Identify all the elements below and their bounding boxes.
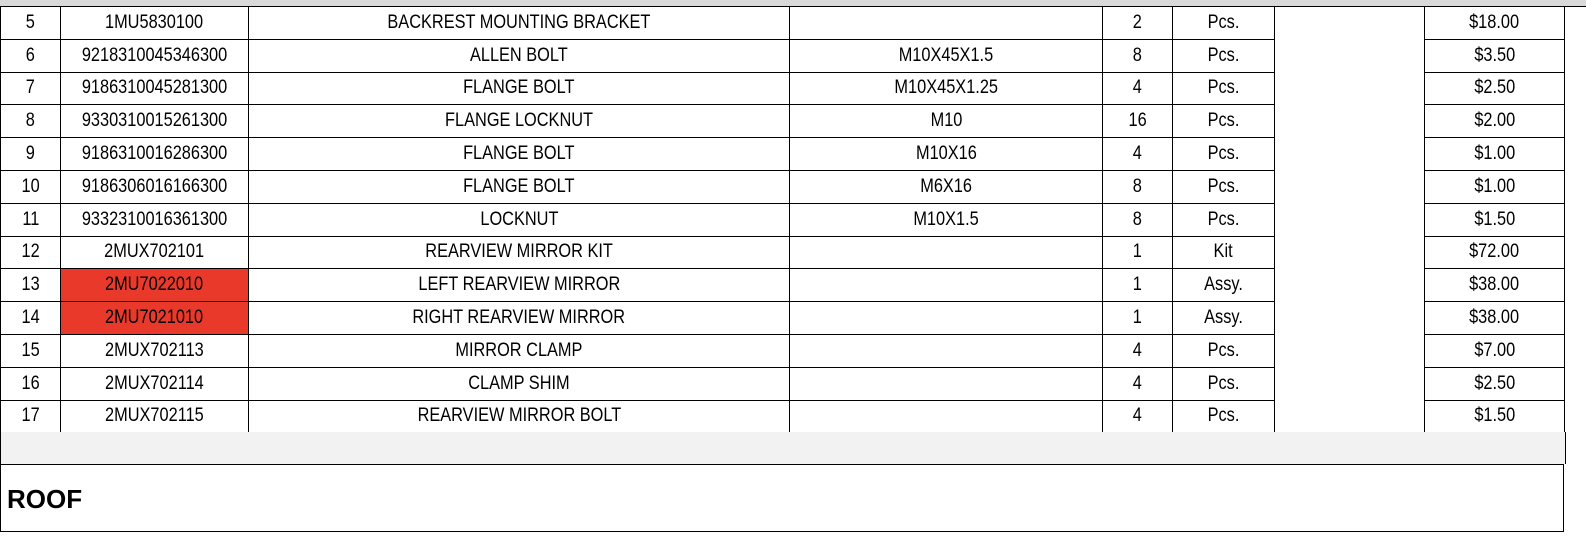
unit-cell xyxy=(1173,170,1275,203)
blank-cell xyxy=(1275,72,1425,105)
item-number-text: 9 xyxy=(25,143,36,165)
blank-cell xyxy=(1275,236,1425,269)
price-cell xyxy=(1425,302,1565,335)
blank-cell xyxy=(1275,170,1425,203)
quantity-cell xyxy=(1103,7,1173,40)
description-cell xyxy=(249,236,790,269)
part-number-text: 2MUX702113 xyxy=(105,339,204,361)
specification-cell xyxy=(790,39,1103,72)
unit-text: Pcs. xyxy=(1207,143,1240,165)
table-row xyxy=(1,367,1565,400)
description-cell xyxy=(249,367,790,400)
part-number-text: 9218310045346300 xyxy=(81,44,228,66)
price-text: $18.00 xyxy=(1469,11,1520,33)
description-text: LOCKNUT xyxy=(479,208,559,230)
description-cell xyxy=(249,39,790,72)
unit-text: Assy. xyxy=(1204,307,1243,329)
item-number-cell xyxy=(1,302,61,335)
part-number-text: 9186310045281300 xyxy=(81,77,228,99)
part-number-cell xyxy=(61,400,249,433)
item-number-cell xyxy=(1,236,61,269)
unit-text: Pcs. xyxy=(1207,339,1240,361)
description-cell xyxy=(249,105,790,138)
section-title: ROOF xyxy=(7,484,83,514)
part-number-text: 2MUX702114 xyxy=(105,372,204,394)
quantity-text: 2 xyxy=(1132,11,1143,33)
price-cell xyxy=(1425,170,1565,203)
specification-cell xyxy=(790,7,1103,40)
price-text: $2.50 xyxy=(1474,372,1515,394)
table-row xyxy=(1,39,1565,72)
description-text: LEFT REARVIEW MIRROR xyxy=(418,274,620,296)
part-number-cell xyxy=(61,7,249,40)
unit-cell xyxy=(1173,7,1275,40)
item-number-text: 6 xyxy=(25,44,36,66)
description-cell xyxy=(249,138,790,171)
item-number-cell xyxy=(1,367,61,400)
unit-cell xyxy=(1173,39,1275,72)
description-cell xyxy=(249,400,790,433)
price-text: $1.50 xyxy=(1474,405,1515,427)
section-header xyxy=(0,464,1564,532)
unit-text: Pcs. xyxy=(1207,372,1240,394)
specification-cell xyxy=(790,334,1103,367)
part-number-cell xyxy=(61,203,249,236)
table-row xyxy=(1,269,1565,302)
price-cell xyxy=(1425,236,1565,269)
item-number-text: 11 xyxy=(22,208,39,230)
blank-cell xyxy=(1275,105,1425,138)
part-number-cell xyxy=(61,72,249,105)
price-cell xyxy=(1425,203,1565,236)
description-cell xyxy=(249,7,790,40)
item-number-text: 5 xyxy=(25,11,36,33)
specification-cell xyxy=(790,367,1103,400)
description-cell xyxy=(249,334,790,367)
quantity-text: 8 xyxy=(1132,208,1143,230)
part-number-text: 2MU7021010 xyxy=(105,307,204,329)
unit-text: Pcs. xyxy=(1207,405,1240,427)
table-row xyxy=(1,72,1565,105)
part-number-cell xyxy=(61,170,249,203)
part-number-text: 1MU5830100 xyxy=(105,11,204,33)
item-number-text: 14 xyxy=(21,307,40,329)
price-text: $1.00 xyxy=(1474,143,1515,165)
description-cell xyxy=(249,72,790,105)
quantity-text: 8 xyxy=(1132,44,1143,66)
blank-cell xyxy=(1275,302,1425,335)
price-text: $1.00 xyxy=(1474,175,1515,197)
specification-text: M10X1.5 xyxy=(913,208,979,230)
unit-cell xyxy=(1173,203,1275,236)
price-cell xyxy=(1425,72,1565,105)
specification-cell xyxy=(790,203,1103,236)
description-cell xyxy=(249,203,790,236)
item-number-cell xyxy=(1,39,61,72)
description-text: RIGHT REARVIEW MIRROR xyxy=(412,307,626,329)
unit-cell xyxy=(1173,138,1275,171)
item-number-cell xyxy=(1,72,61,105)
item-number-cell xyxy=(1,400,61,433)
description-text: MIRROR CLAMP xyxy=(455,339,583,361)
item-number-text: 13 xyxy=(21,274,40,296)
unit-cell xyxy=(1173,236,1275,269)
specification-cell xyxy=(790,302,1103,335)
price-text: $2.00 xyxy=(1474,110,1515,132)
item-number-cell xyxy=(1,138,61,171)
price-cell xyxy=(1425,7,1565,40)
description-text: BACKREST MOUNTING BRACKET xyxy=(387,11,651,33)
quantity-cell xyxy=(1103,39,1173,72)
price-text: $7.00 xyxy=(1474,339,1515,361)
unit-text: Assy. xyxy=(1204,274,1243,296)
blank-cell xyxy=(1275,367,1425,400)
blank-cell xyxy=(1275,203,1425,236)
part-number-cell xyxy=(61,105,249,138)
price-cell xyxy=(1425,334,1565,367)
unit-text: Pcs. xyxy=(1207,44,1240,66)
part-number-text: 2MU7022010 xyxy=(105,274,204,296)
blank-cell xyxy=(1275,7,1425,40)
description-text: FLANGE BOLT xyxy=(463,77,575,99)
specification-text: M10X45X1.25 xyxy=(894,77,998,99)
part-number-cell xyxy=(61,334,249,367)
description-cell xyxy=(249,302,790,335)
specification-cell xyxy=(790,236,1103,269)
quantity-text: 1 xyxy=(1132,241,1143,263)
specification-cell xyxy=(790,269,1103,302)
table-row xyxy=(1,236,1565,269)
quantity-cell xyxy=(1103,269,1173,302)
unit-cell xyxy=(1173,72,1275,105)
quantity-cell xyxy=(1103,400,1173,433)
quantity-cell xyxy=(1103,302,1173,335)
part-number-text: 9186310016286300 xyxy=(81,143,228,165)
blank-cell xyxy=(1275,334,1425,367)
part-number-text: 9330310015261300 xyxy=(81,110,228,132)
item-number-text: 17 xyxy=(21,405,40,427)
blank-cell xyxy=(1275,138,1425,171)
unit-cell xyxy=(1173,367,1275,400)
quantity-cell xyxy=(1103,170,1173,203)
spacer-row xyxy=(0,432,1566,464)
table-row xyxy=(1,203,1565,236)
quantity-text: 4 xyxy=(1132,339,1143,361)
part-number-text: 9332310016361300 xyxy=(81,208,228,230)
item-number-cell xyxy=(1,105,61,138)
quantity-cell xyxy=(1103,203,1173,236)
item-number-text: 16 xyxy=(21,372,40,394)
quantity-text: 8 xyxy=(1132,175,1143,197)
specification-cell xyxy=(790,170,1103,203)
part-number-cell xyxy=(61,236,249,269)
unit-text: Pcs. xyxy=(1207,208,1240,230)
part-number-cell xyxy=(61,269,249,302)
specification-text: M10 xyxy=(930,110,962,132)
table-row xyxy=(1,138,1565,171)
description-cell xyxy=(249,170,790,203)
price-text: $1.50 xyxy=(1474,208,1515,230)
unit-text: Kit xyxy=(1213,241,1234,263)
item-number-cell xyxy=(1,7,61,40)
price-text: $2.50 xyxy=(1474,77,1515,99)
item-number-cell xyxy=(1,334,61,367)
item-number-text: 12 xyxy=(21,241,40,263)
quantity-cell xyxy=(1103,105,1173,138)
quantity-text: 1 xyxy=(1132,274,1143,296)
table-row xyxy=(1,302,1565,335)
quantity-cell xyxy=(1103,72,1173,105)
description-text: CLAMP SHIM xyxy=(468,372,570,394)
quantity-text: 16 xyxy=(1128,110,1147,132)
price-cell xyxy=(1425,269,1565,302)
specification-text: M10X45X1.5 xyxy=(898,44,994,66)
price-cell xyxy=(1425,400,1565,433)
blank-cell xyxy=(1275,269,1425,302)
price-cell xyxy=(1425,138,1565,171)
specification-text: M10X16 xyxy=(915,143,977,165)
unit-cell xyxy=(1173,400,1275,433)
price-cell xyxy=(1425,367,1565,400)
table-row xyxy=(1,334,1565,367)
unit-cell xyxy=(1173,105,1275,138)
description-text: FLANGE BOLT xyxy=(463,175,575,197)
quantity-text: 4 xyxy=(1132,372,1143,394)
quantity-text: 4 xyxy=(1132,405,1143,427)
unit-text: Pcs. xyxy=(1207,77,1240,99)
item-number-cell xyxy=(1,170,61,203)
description-text: REARVIEW MIRROR BOLT xyxy=(417,405,621,427)
unit-cell xyxy=(1173,269,1275,302)
description-text: ALLEN BOLT xyxy=(470,44,568,66)
description-text: FLANGE BOLT xyxy=(463,143,575,165)
part-number-cell xyxy=(61,367,249,400)
specification-cell xyxy=(790,400,1103,433)
unit-cell xyxy=(1173,302,1275,335)
table-row xyxy=(1,400,1565,433)
part-number-text: 2MUX702101 xyxy=(104,241,205,263)
specification-cell xyxy=(790,72,1103,105)
price-text: $3.50 xyxy=(1474,44,1515,66)
quantity-cell xyxy=(1103,236,1173,269)
part-number-cell xyxy=(61,39,249,72)
description-text: REARVIEW MIRROR KIT xyxy=(425,241,613,263)
item-number-text: 7 xyxy=(25,77,36,99)
part-number-text: 9186306016166300 xyxy=(81,175,228,197)
part-number-cell xyxy=(61,138,249,171)
item-number-text: 10 xyxy=(21,175,40,197)
price-cell xyxy=(1425,39,1565,72)
table-row xyxy=(1,7,1565,40)
description-text: FLANGE LOCKNUT xyxy=(444,110,594,132)
quantity-text: 4 xyxy=(1132,143,1143,165)
quantity-text: 1 xyxy=(1132,307,1143,329)
description-cell xyxy=(249,269,790,302)
blank-cell xyxy=(1275,400,1425,433)
parts-table xyxy=(0,6,1565,433)
unit-cell xyxy=(1173,334,1275,367)
unit-text: Pcs. xyxy=(1207,175,1240,197)
unit-text: Pcs. xyxy=(1207,110,1240,132)
item-number-cell xyxy=(1,203,61,236)
item-number-text: 15 xyxy=(21,339,40,361)
table-row xyxy=(1,170,1565,203)
price-text: $72.00 xyxy=(1469,241,1520,263)
item-number-text: 8 xyxy=(25,110,36,132)
price-text: $38.00 xyxy=(1469,274,1520,296)
price-cell xyxy=(1425,105,1565,138)
price-text: $38.00 xyxy=(1469,307,1520,329)
blank-cell xyxy=(1275,39,1425,72)
part-number-cell xyxy=(61,302,249,335)
quantity-cell xyxy=(1103,334,1173,367)
quantity-cell xyxy=(1103,367,1173,400)
quantity-text: 4 xyxy=(1132,77,1143,99)
specification-cell xyxy=(790,138,1103,171)
part-number-text: 2MUX702115 xyxy=(105,405,204,427)
table-row xyxy=(1,105,1565,138)
unit-text: Pcs. xyxy=(1207,11,1240,33)
quantity-cell xyxy=(1103,138,1173,171)
item-number-cell xyxy=(1,269,61,302)
specification-cell xyxy=(790,105,1103,138)
specification-text: M6X16 xyxy=(920,175,972,197)
